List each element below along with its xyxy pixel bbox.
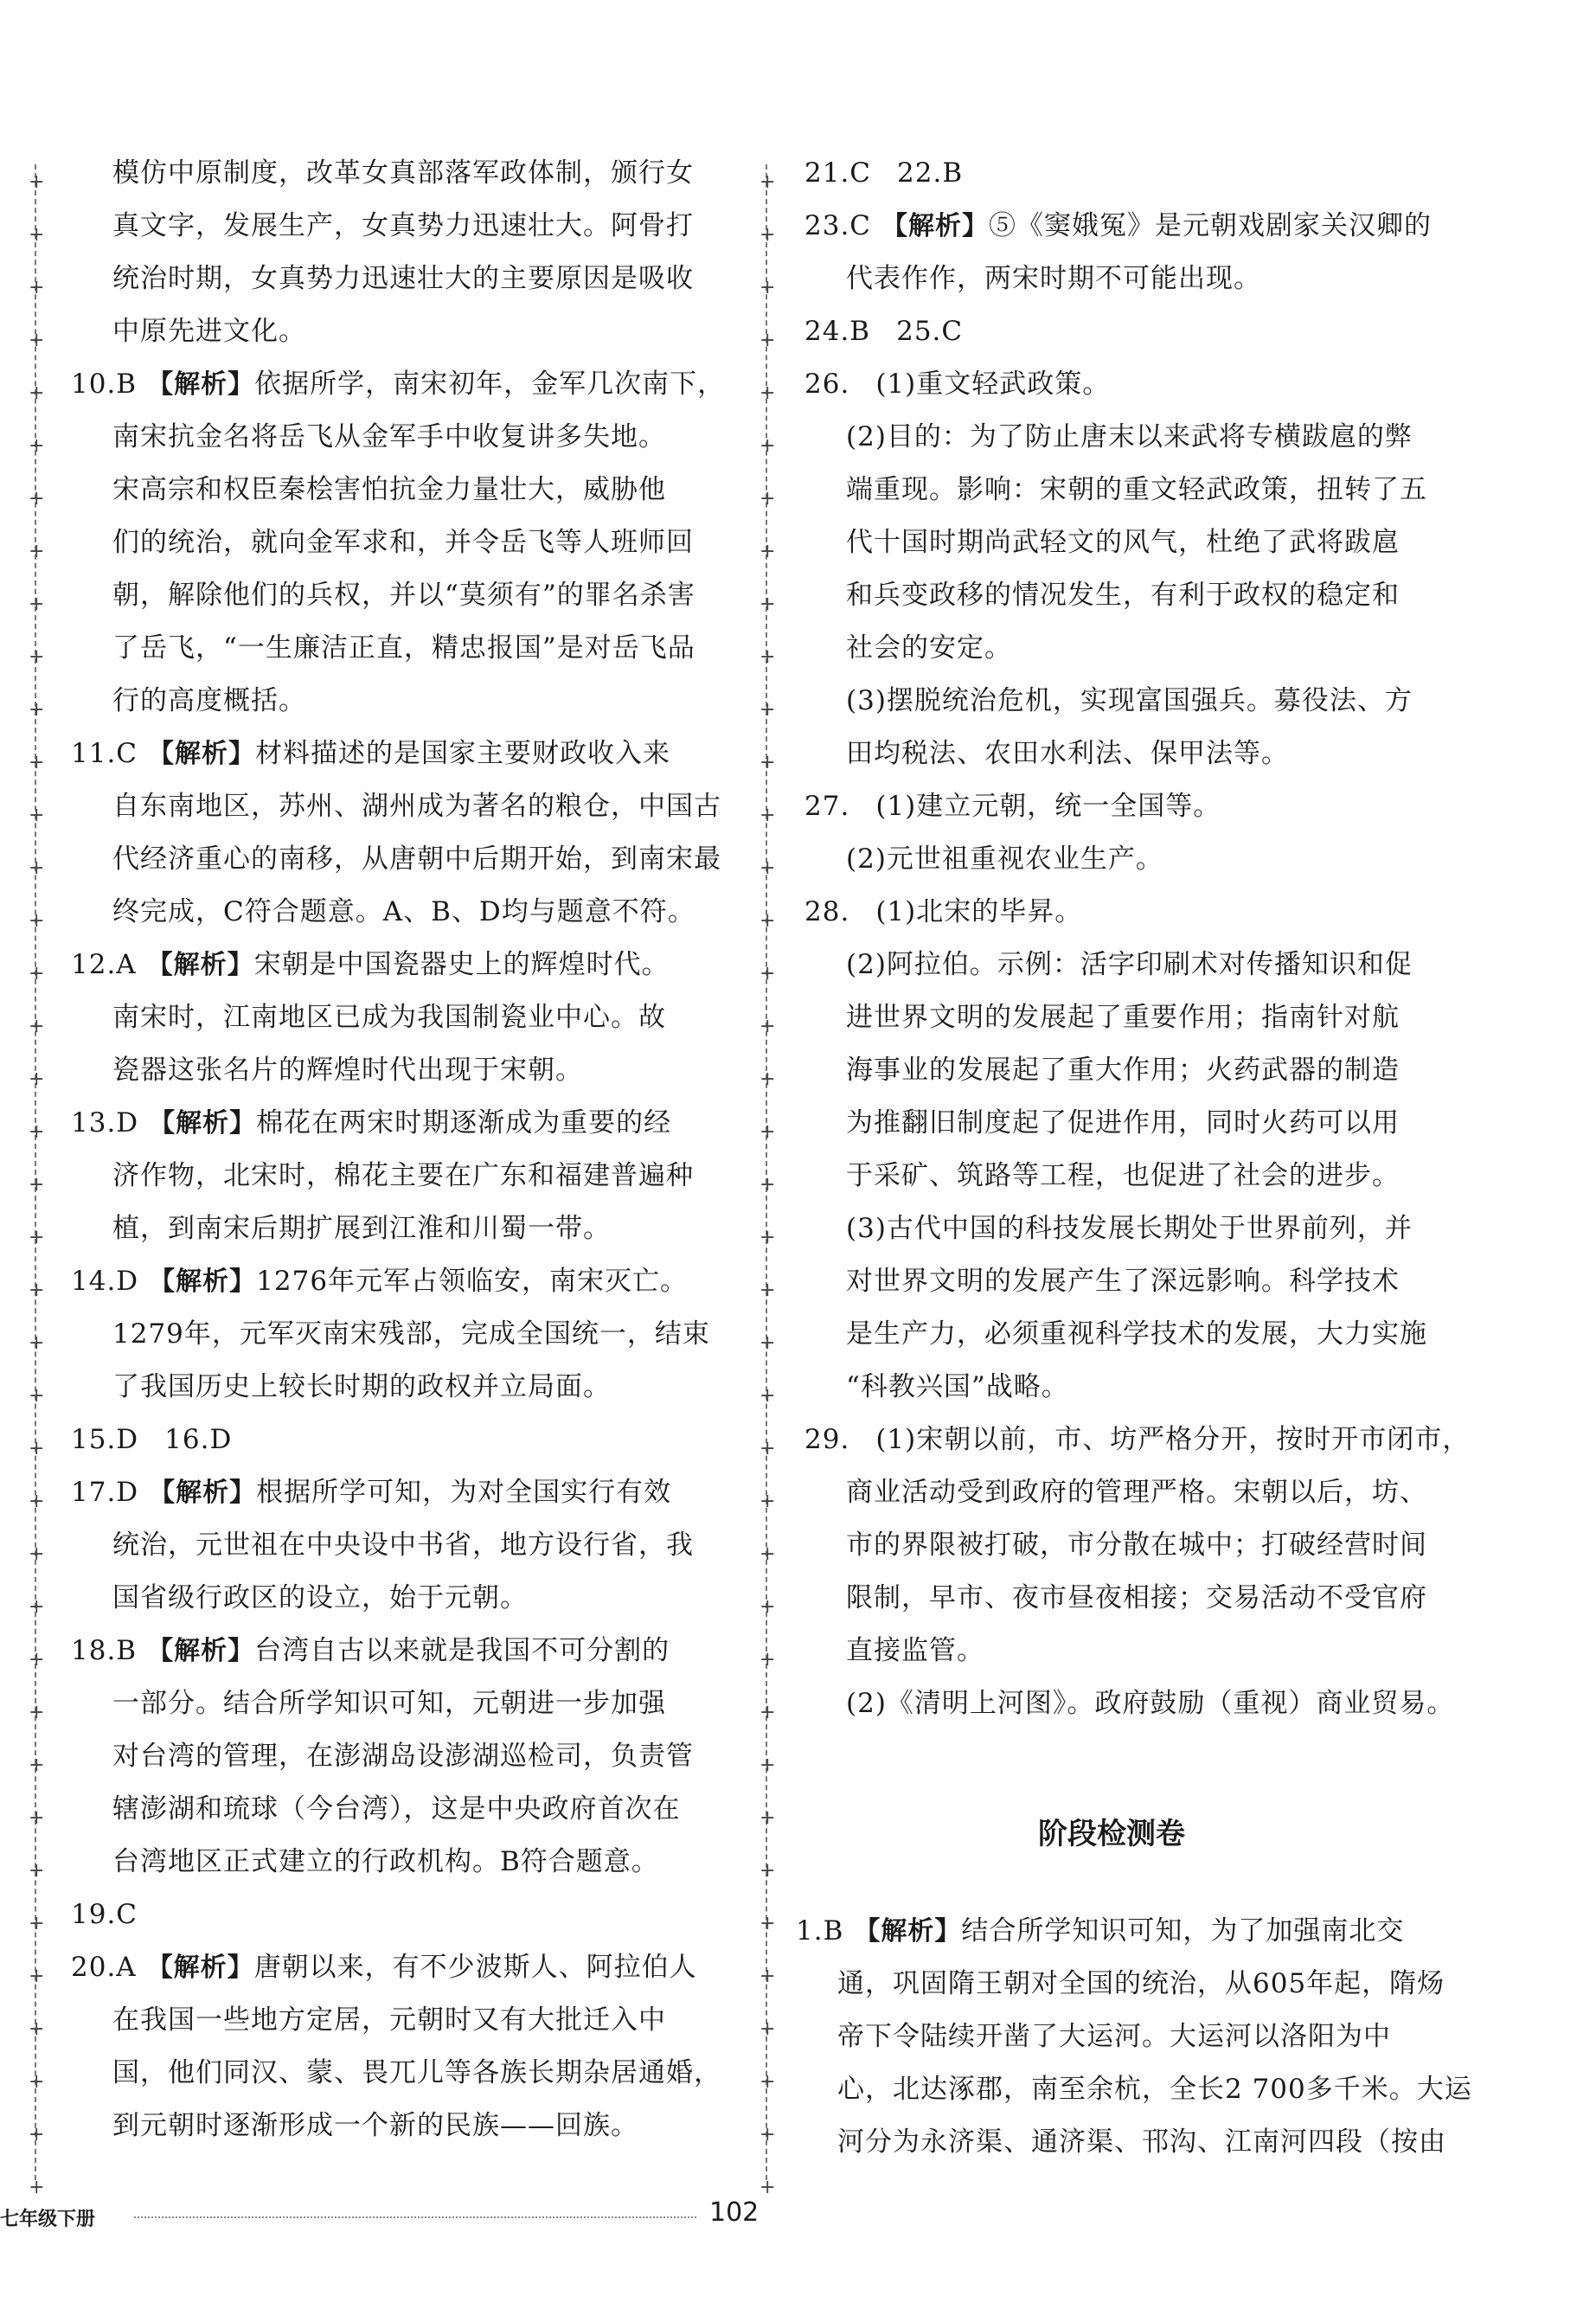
answer-item [804, 1422, 1470, 1457]
binding-tick-mark: + [760, 171, 776, 193]
line-text: (3)摆脱统治危机，实现富国强兵。募役法、方 [846, 685, 1413, 716]
binding-tick-mark: + [760, 1860, 776, 1882]
line-text: 植，到南宋后期扩展到江淮和川蜀一带。 [112, 1213, 611, 1244]
answer-item [71, 1106, 671, 1141]
answer-item [71, 1422, 232, 1457]
analysis-tag: 【解析】 [147, 1636, 255, 1666]
answer-continuation-line [112, 895, 695, 929]
line-text: 模仿中原制度，改革女真部落军政体制，颁行女 [112, 157, 694, 189]
answer-item [804, 314, 963, 349]
answer-continuation-line [112, 420, 666, 454]
binding-tick-mark: + [29, 224, 45, 246]
binding-tick-mark: + [29, 277, 45, 298]
answer-item [804, 789, 1221, 824]
binding-tick-mark: + [760, 330, 776, 351]
answer-continuation-line [112, 1000, 666, 1035]
line-text: 统治时期，女真势力迅速壮大的主要原因是吸收 [112, 263, 694, 294]
answer-continuation-line [112, 1686, 666, 1721]
answer-item [804, 367, 1110, 401]
binding-tick-mark: + [760, 1966, 776, 1987]
answer-continuation-line [846, 683, 1413, 718]
line-text: 1276年元军占领临安，南宋灭亡。 [256, 1266, 689, 1297]
line-text: (1)建立元朝，统一全国等。 [875, 791, 1221, 822]
answer-continuation-line [112, 1581, 528, 1615]
line-text: 1279年，元军灭南宋残部，完成全国统一，结束 [112, 1318, 710, 1350]
line-text: 南宋时，江南地区已成为我国制瓷业中心。故 [112, 1002, 666, 1033]
line-text: 心，北达涿郡，南至余杭，全长2 700多千米。大运 [837, 2074, 1472, 2105]
footer-dotted-rule [134, 2216, 696, 2218]
binding-tick-mark: + [29, 699, 45, 721]
binding-tick-mark: + [760, 910, 776, 932]
line-text: (2)阿拉伯。示例：活字印刷术对传播知识和促 [846, 949, 1413, 980]
line-text: 16.D [164, 1424, 233, 1455]
line-text: 代经济重心的南移，从唐朝中后期开始，到南宋最 [112, 843, 721, 875]
line-text: (2)元世祖重视农业生产。 [846, 843, 1163, 875]
binding-tick-mark: + [760, 541, 776, 562]
binding-tick-mark: + [29, 1596, 45, 1618]
question-number: 21.C [804, 157, 872, 189]
line-text: 台湾自古以来就是我国不可分割的 [254, 1635, 670, 1666]
line-text: 行的高度概括。 [112, 685, 306, 716]
answer-continuation-line [112, 1739, 694, 1773]
line-text: 南宋抗金名将岳飞从金军手中收复讲多失地。 [112, 421, 666, 452]
binding-tick-mark: + [760, 1543, 776, 1565]
answer-continuation-line [112, 1792, 681, 1826]
answer-continuation-line [837, 2072, 1472, 2107]
line-text: 22.B [897, 157, 964, 189]
answer-continuation-line [846, 472, 1427, 507]
binding-tick-mark: + [760, 2177, 776, 2198]
binding-tick-mark: + [29, 1966, 45, 1987]
answer-continuation-line [112, 1844, 659, 1879]
binding-tick-mark: + [29, 1385, 45, 1407]
answer-continuation-line [112, 842, 721, 876]
line-text: 端重现。影响：宋朝的重文轻武政策，扭转了五 [846, 474, 1427, 505]
page-number: 102 [709, 2197, 760, 2228]
line-text: 对世界文明的发展产生了深远影响。科学技术 [846, 1266, 1400, 1297]
binding-tick-mark: + [29, 382, 45, 404]
binding-tick-mark: + [29, 805, 45, 826]
line-text: 济作物，北宋时，棉花主要在广东和福建普遍种 [112, 1160, 694, 1191]
binding-tick-mark: + [760, 857, 776, 879]
line-text: 唐朝以来，有不少波斯人、阿拉伯人 [253, 1952, 697, 1983]
line-text: (1)重文轻武政策。 [875, 369, 1111, 400]
binding-tick-mark: + [29, 1227, 45, 1248]
answer-continuation-line [112, 2003, 666, 2037]
answer-continuation-line [846, 1633, 984, 1668]
line-text: 进世界文明的发展起了重要作用；指南针对航 [846, 1002, 1400, 1033]
question-number: 19.C [71, 1899, 138, 1930]
line-text: 统治，元世祖在中央设中书省，地方设行省，我 [112, 1530, 694, 1561]
binding-tick-mark: + [29, 1702, 45, 1723]
binding-tick-mark: + [760, 1438, 776, 1459]
binding-tick-mark: + [29, 857, 45, 879]
binding-tick-mark: + [760, 699, 776, 721]
section-title: 阶段检测卷 [1038, 1817, 1185, 1851]
binding-tick-mark: + [760, 1227, 776, 1248]
binding-tick-mark: + [760, 1385, 776, 1407]
question-number: 20.A [71, 1952, 137, 1983]
line-text: (3)古代中国的科技发展长期处于世界前列，并 [846, 1213, 1413, 1244]
line-text: (2)目的：为了防止唐末以来武将专横跋扈的弊 [846, 421, 1413, 452]
binding-tick-mark: + [29, 2018, 45, 2040]
line-text: 棉花在两宋时期逐渐成为重要的经 [256, 1107, 672, 1138]
answer-continuation-line [112, 631, 695, 665]
binding-tick-mark: + [760, 646, 776, 668]
binding-tick-mark: + [760, 224, 776, 246]
answer-continuation-line [112, 314, 306, 349]
binding-tick-mark: + [29, 1913, 45, 1934]
answer-item [71, 1897, 148, 1932]
grade-label: 七年级下册 [0, 2209, 96, 2230]
binding-tick-mark: + [760, 488, 776, 510]
question-number: 24.B [804, 316, 871, 347]
line-text: 田均税法、农田水利法、保甲法等。 [846, 738, 1289, 769]
binding-tick-mark: + [29, 2071, 45, 2093]
analysis-tag: 【解析】 [148, 739, 256, 769]
binding-tick-mark: + [29, 171, 45, 193]
answer-continuation-line [846, 1000, 1400, 1035]
line-text: 通，巩固隋王朝对全国的统治，从605年起，隋炀 [837, 1968, 1445, 1999]
binding-tick-mark: + [760, 2018, 776, 2040]
binding-tick-mark: + [29, 1174, 45, 1196]
binding-tick-mark: + [29, 1121, 45, 1143]
binding-tick-mark: + [29, 646, 45, 668]
binding-tick-mark: + [760, 1807, 776, 1829]
answer-continuation-line [837, 1966, 1445, 2001]
line-text: 25.C [896, 316, 964, 347]
analysis-tag: 【解析】 [149, 1108, 257, 1138]
binding-tick-mark: + [760, 1016, 776, 1037]
binding-tick-mark: + [760, 1332, 776, 1354]
binding-tick-mark: + [29, 1068, 45, 1090]
line-text: 代十国时期尚武轻文的风气，杜绝了武将跋扈 [846, 527, 1400, 558]
line-text: 海事业的发展起了重大作用；火药武器的制造 [846, 1055, 1400, 1086]
line-text: “科教兴国”战略。 [846, 1371, 1069, 1402]
binding-tick-mark: + [29, 752, 45, 773]
line-text: 市的界限被打破，市分散在城中；打破经营时间 [846, 1530, 1427, 1561]
binding-tick-mark: + [29, 1860, 45, 1882]
answer-continuation-line [112, 1317, 710, 1351]
line-text: 依据所学，南宋初年，金军几次南下， [254, 369, 726, 400]
answer-continuation-line [846, 1106, 1400, 1140]
line-text: (1)宋朝以前，市、坊严格分开，按时开市闭市， [875, 1424, 1471, 1455]
binding-tick-mark: + [29, 1491, 45, 1512]
binding-tick-mark: + [29, 910, 45, 932]
analysis-tag: 【解析】 [146, 1953, 254, 1983]
answer-continuation-line [112, 1053, 583, 1087]
binding-tick-mark: + [760, 1596, 776, 1618]
binding-tick-mark: + [29, 2124, 45, 2145]
binding-tick-mark: + [760, 1649, 776, 1671]
answer-continuation-line [112, 208, 694, 243]
binding-tick-mark: + [29, 435, 45, 457]
binding-tick-mark: + [29, 1649, 45, 1671]
line-text: 辖澎湖和琉球（今台湾），这是中央政府首次在 [112, 1793, 681, 1825]
answer-continuation-line [846, 261, 1261, 296]
answer-continuation-line [846, 1053, 1400, 1087]
answer-continuation-line [112, 1369, 611, 1404]
line-text: 宋朝是中国瓷器史上的辉煌时代。 [253, 949, 670, 980]
binding-tick-mark: + [760, 2071, 776, 2093]
line-text: 代表作作，两宋时期不可能出现。 [846, 263, 1261, 294]
answer-continuation-line [846, 1211, 1413, 1246]
answer-continuation-line [112, 156, 694, 190]
binding-tick-mark: + [29, 1807, 45, 1829]
analysis-tag: 【解析】 [146, 950, 254, 980]
line-text: (1)北宋的毕昇。 [875, 896, 1083, 927]
question-number: 14.D [71, 1266, 139, 1297]
binding-tick-mark: + [760, 1702, 776, 1723]
analysis-tag: 【解析】 [854, 1916, 962, 1947]
line-text: 河分为永济渠、通济渠、邗沟、江南河四段（按由 [837, 2126, 1446, 2158]
binding-tick-mark: + [760, 382, 776, 404]
line-text: 台湾地区正式建立的行政机构。B符合题意。 [112, 1846, 659, 1877]
line-text: (2)《清明上河图》。政府鼓励（重视）商业贸易。 [846, 1688, 1455, 1719]
answer-continuation-line [846, 631, 1012, 665]
line-text: 和兵变政移的情况发生，有利于政权的稳定和 [846, 580, 1400, 611]
binding-tick-mark: + [760, 963, 776, 985]
answer-continuation-line [112, 578, 695, 613]
answer-continuation-line [837, 2125, 1446, 2159]
binding-tick-mark: + [760, 1174, 776, 1196]
answer-continuation-line [846, 842, 1163, 876]
question-number: 1.B [796, 1915, 844, 1947]
answer-continuation-line [112, 472, 666, 507]
answer-continuation-line [846, 1528, 1427, 1562]
line-text: 们的统治，就向金军求和，并令岳飞等人班师回 [112, 527, 694, 558]
line-text: 在我国一些地方定居，元朝时又有大批迁入中 [112, 2004, 666, 2036]
answer-item [71, 736, 670, 772]
answer-item [71, 1264, 688, 1299]
binding-tick-mark: + [760, 1754, 776, 1776]
line-text: 于采矿、筑路等工程，也促进了社会的进步。 [846, 1160, 1400, 1191]
line-text: 一部分。结合所学知识可知，元朝进一步加强 [112, 1688, 666, 1719]
answer-item [796, 1914, 1404, 1949]
answer-continuation-line [846, 1317, 1427, 1351]
binding-tick-mark: + [760, 805, 776, 826]
binding-tick-mark: + [760, 2124, 776, 2145]
binding-tick-mark: + [29, 593, 45, 615]
analysis-tag: 【解析】 [147, 369, 255, 400]
line-text: 商业活动受到政府的管理严格。宋朝以后，坊、 [846, 1477, 1427, 1508]
answer-continuation-line [112, 683, 306, 718]
line-text: 根据所学可知，为对全国实行有效 [256, 1477, 672, 1508]
answer-continuation-line [846, 525, 1400, 560]
question-number: 15.D [71, 1424, 139, 1455]
line-text: 真文字，发展生产，女真势力迅速壮大。阿骨打 [112, 210, 694, 241]
binding-tick-mark: + [760, 1913, 776, 1934]
line-text: ⑤《窦娥冤》是元朝戏剧家关汉卿的 [989, 210, 1433, 241]
line-text: 了岳飞，“一生廉洁正直，精忠报国”是对岳飞品 [112, 632, 695, 664]
answer-continuation-line [846, 420, 1413, 454]
answer-continuation-line [112, 1528, 694, 1562]
line-text: 材料描述的是国家主要财政收入来 [255, 738, 671, 769]
binding-tick-mark: + [29, 1332, 45, 1354]
binding-tick-mark: + [29, 541, 45, 562]
answer-continuation-line [846, 1158, 1400, 1193]
line-text: 对台湾的管理，在澎湖岛设澎湖巡检司，负责管 [112, 1741, 694, 1772]
answer-item [71, 947, 670, 983]
binding-tick-mark: + [29, 1754, 45, 1776]
binding-tick-mark: + [29, 1438, 45, 1459]
answer-continuation-line [846, 1475, 1427, 1510]
binding-tick-mark: + [760, 277, 776, 298]
line-text: 中原先进文化。 [112, 316, 306, 347]
question-number: 13.D [71, 1107, 139, 1138]
binding-tick-mark: + [760, 752, 776, 773]
line-text: 限制，早市、夜市昼夜相接；交易活动不受官府 [846, 1582, 1427, 1613]
line-text: 瓷器这张名片的辉煌时代出现于宋朝。 [112, 1055, 583, 1086]
question-number: 23.C [804, 210, 872, 241]
binding-tick-mark: + [760, 1491, 776, 1512]
question-number: 28. [804, 896, 850, 927]
question-number: 26. [804, 369, 850, 400]
binding-tick-mark: + [760, 593, 776, 615]
answer-item [71, 367, 725, 402]
analysis-tag: 【解析】 [149, 1478, 257, 1508]
binding-tick-mark: + [29, 1280, 45, 1301]
line-text: 到元朝时逐渐形成一个新的民族——回族。 [112, 2110, 638, 2141]
answer-continuation-line [112, 2056, 721, 2090]
binding-tick-mark: + [760, 1280, 776, 1301]
answer-continuation-line [846, 1369, 1069, 1404]
answer-continuation-line [837, 2019, 1391, 2054]
binding-tick-mark: + [29, 1016, 45, 1037]
line-text: 社会的安定。 [846, 632, 1012, 664]
answer-continuation-line [846, 1581, 1427, 1615]
binding-tick-mark: + [760, 435, 776, 457]
line-text: 宋高宗和权臣秦桧害怕抗金力量壮大，威胁他 [112, 474, 666, 505]
answer-continuation-line [846, 947, 1413, 982]
answer-continuation-line [112, 1158, 694, 1193]
answer-continuation-line [846, 736, 1289, 771]
question-number: 29. [804, 1424, 850, 1455]
question-number: 10.B [71, 369, 138, 400]
answer-item [71, 1633, 670, 1669]
line-text: 结合所学知识可知，为了加强南北交 [961, 1915, 1405, 1947]
line-text: 了我国历史上较长时期的政权并立局面。 [112, 1371, 611, 1402]
binding-tick-mark: + [760, 1068, 776, 1090]
answer-item [71, 1950, 697, 1985]
answer-item [71, 1475, 671, 1510]
line-text: 直接监管。 [846, 1635, 984, 1666]
answer-continuation-line [112, 261, 694, 296]
answer-continuation-line [112, 1211, 611, 1246]
answer-item [804, 156, 963, 190]
line-text: 自东南地区，苏州、湖州成为著名的粮仓，中国古 [112, 791, 721, 822]
analysis-tag: 【解析】 [881, 211, 990, 241]
analysis-tag: 【解析】 [149, 1267, 257, 1297]
binding-tick-mark: + [29, 488, 45, 510]
line-text: 国，他们同汉、蒙、畏兀儿等各族长期杂居通婚， [112, 2057, 721, 2088]
answer-continuation-line [112, 789, 721, 824]
answer-continuation-line [846, 1686, 1454, 1721]
line-text: 朝，解除他们的兵权，并以“莫须有”的罪名杀害 [112, 580, 695, 611]
question-number: 27. [804, 791, 850, 822]
answer-continuation-line [846, 1264, 1400, 1299]
question-number: 11.C [71, 738, 138, 769]
line-text: 是生产力，必须重视科学技术的发展，大力实施 [846, 1318, 1427, 1350]
question-number: 18.B [71, 1635, 138, 1666]
answer-continuation-line [846, 578, 1400, 613]
line-text: 帝下令陆续开凿了大运河。大运河以洛阳为中 [837, 2021, 1391, 2052]
line-text: 为推翻旧制度起了促进作用，同时火药可以用 [846, 1107, 1400, 1138]
binding-tick-mark: + [29, 2177, 45, 2198]
binding-tick-mark: + [29, 330, 45, 351]
question-number: 17.D [71, 1477, 139, 1508]
line-text: 终完成，C符合题意。A、B、D均与题意不符。 [112, 896, 695, 927]
answer-continuation-line [112, 525, 694, 560]
question-number: 12.A [71, 949, 137, 980]
binding-tick-mark: + [29, 1543, 45, 1565]
answer-item [804, 895, 1082, 929]
line-text: 国省级行政区的设立，始于元朝。 [112, 1582, 528, 1613]
binding-tick-mark: + [760, 1121, 776, 1143]
answer-continuation-line [112, 2108, 638, 2143]
binding-tick-mark: + [29, 963, 45, 985]
answer-item [804, 208, 1432, 244]
